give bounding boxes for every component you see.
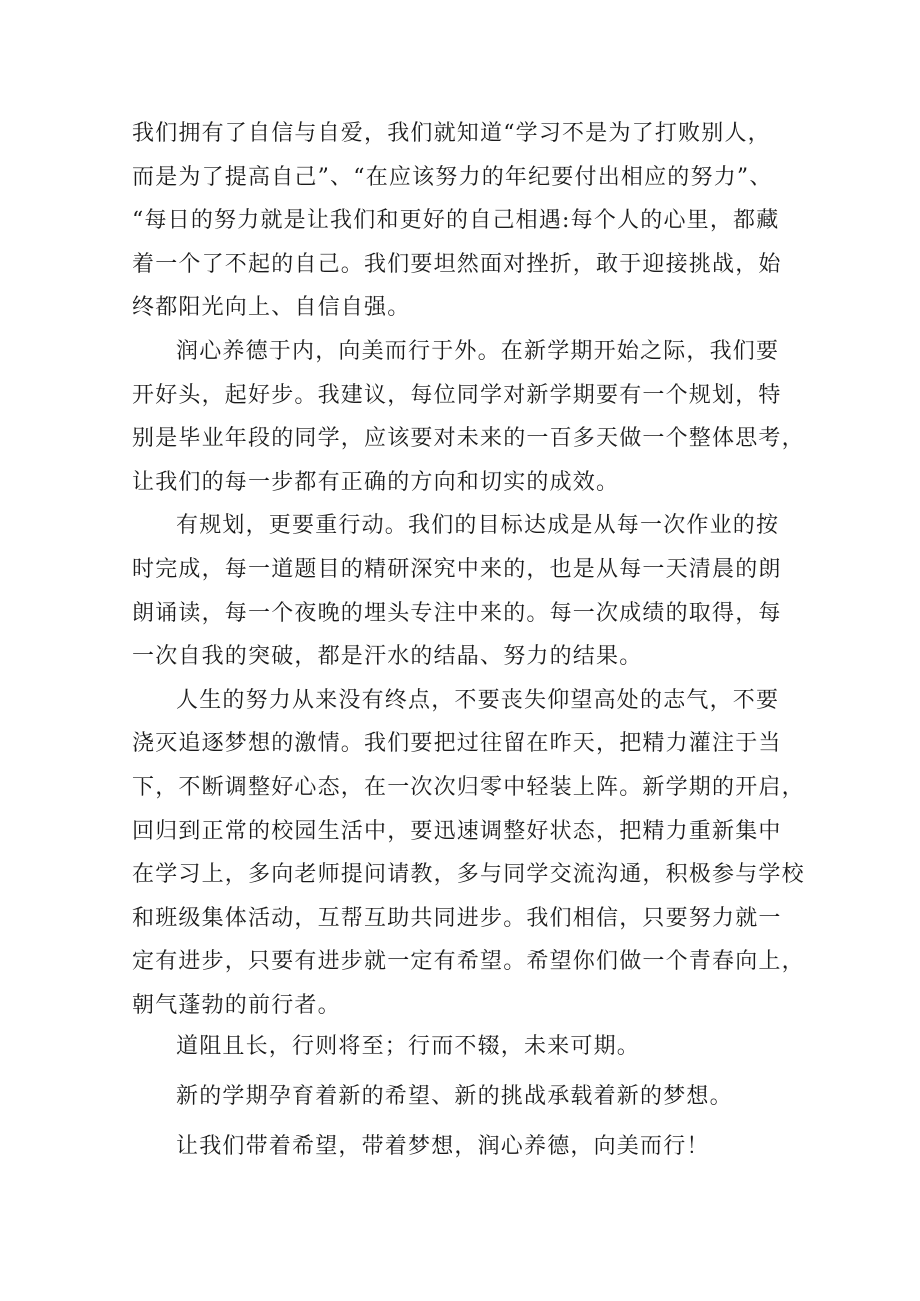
- document-body: [132, 112, 805, 1168]
- text-line: 着一个了不起的自己。我们要坦然面对挫折，敢于迎接挑战，始: [132, 251, 782, 277]
- text-line: 朗诵读，每一个夜晚的埋头专注中来的。每一次成绩的取得，每: [132, 600, 782, 626]
- text-line: 润心养德于内，向美而行于外。在新学期开始之际，我们要: [176, 338, 780, 364]
- paragraph-take-action: [132, 504, 796, 678]
- text-line: “每日的努力就是让我们和更好的自己相遇:每个人的心里，都藏: [132, 208, 780, 234]
- closing-line: 道阻且长，行则将至；行而不辍，未来可期。: [176, 1034, 641, 1060]
- paragraph-self-confidence: [132, 112, 796, 330]
- text-line: 人生的努力从来没有终点，不要丧失仰望高处的志气，不要: [176, 687, 780, 713]
- text-line: 定有进步，只要有进步就一定有希望。希望你们做一个青春向上，: [132, 949, 805, 975]
- text-line: 一次自我的突破，都是汗水的结晶、努力的结果。: [132, 644, 643, 670]
- text-line: 我们拥有了自信与自爱，我们就知道“学习不是为了打败别人，: [132, 121, 771, 146]
- text-line: 终都阳光向上、自信自强。: [132, 295, 411, 321]
- text-line: 在学习上，多向老师提问请教，多与同学交流沟通，积极参与学校: [132, 862, 805, 888]
- text-line: 而是为了提高自己”、“在应该努力的年纪要付出相应的努力”、: [132, 164, 773, 190]
- paragraph-new-semester-plan: [132, 330, 805, 504]
- text-line: 让我们的每一步都有正确的方向和切实的成效。: [132, 469, 620, 495]
- text-line: 浇灭追逐梦想的激情。我们要把过往留在昨天，把精力灌注于当: [132, 731, 782, 757]
- text-line: 时完成，每一道题目的精研深究中来的，也是从每一天清晨的朗: [132, 556, 782, 582]
- text-line: 有规划，更要重行动。我们的目标达成是从每一次作业的按: [176, 513, 780, 539]
- closing-line: 让我们带着希望，带着梦想，润心养德，向美而行！: [176, 1133, 710, 1159]
- text-line: 别是毕业年段的同学，应该要对未来的一百多天做一个整体思考，: [132, 426, 805, 452]
- closing-line: 新的学期孕育着新的希望、新的挑战承载着新的梦想。: [176, 1084, 733, 1110]
- text-line: 回归到正常的校园生活中，要迅速调整好状态，把精力重新集中: [132, 818, 782, 844]
- text-line: 下，不断调整好心态，在一次次归零中轻装上阵。新学期的开启，: [132, 774, 805, 800]
- text-line: 和班级集体活动，互帮互助共同进步。我们相信，只要努力就一: [132, 905, 782, 931]
- paragraph-keep-striving: [132, 679, 805, 1028]
- text-line: 开好头，起好步。我建议，每位同学对新学期要有一个规划，特: [132, 382, 782, 408]
- text-line: 朝气蓬勃的前行者。: [132, 992, 341, 1018]
